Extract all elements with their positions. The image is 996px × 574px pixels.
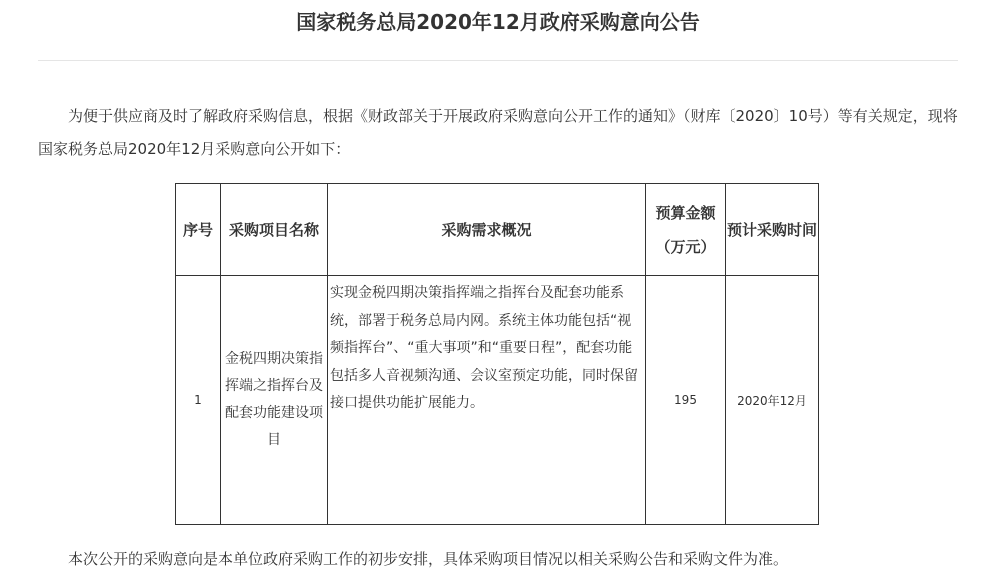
header-project-name: 采购项目名称 xyxy=(221,184,328,276)
header-seq: 序号 xyxy=(176,184,221,276)
procurement-table xyxy=(175,183,819,525)
header-time: 预计采购时间 xyxy=(726,184,819,276)
table-header-row xyxy=(176,184,819,276)
cell-seq: 1 xyxy=(176,276,221,525)
cell-time: 2020年12月 xyxy=(726,276,819,525)
cell-description: 实现金税四期决策指挥端之指挥台及配套功能系统，部署于税务总局内网。系统主体功能包括“视频指挥台”、“重大事项”和“重要日程”，配套功能包括多人音视频沟通、会议室预定功能，同时保留接口提供功能扩展能力。 xyxy=(328,276,646,525)
header-description: 采购需求概况 xyxy=(328,184,646,276)
page-title: 国家税务总局2020年12月政府采购意向公告 xyxy=(296,10,700,34)
title-divider xyxy=(38,60,958,61)
cell-budget: 195 xyxy=(646,276,726,525)
table-row xyxy=(176,276,819,525)
intro-paragraph: 为便于供应商及时了解政府采购信息，根据《财政部关于开展政府采购意向公开工作的通知》（财库〔2020〕10号）等有关规定，现将国家税务总局2020年12月采购意向公开如下： xyxy=(38,107,958,158)
footer-paragraph: 本次公开的采购意向是本单位政府采购工作的初步安排，具体采购项目情况以相关采购公告和采购文件为准。 xyxy=(68,550,789,568)
cell-project-name: 金税四期决策指挥端之指挥台及配套功能建设项目 xyxy=(221,276,328,525)
header-budget: 预算金额（万元） xyxy=(646,184,726,276)
